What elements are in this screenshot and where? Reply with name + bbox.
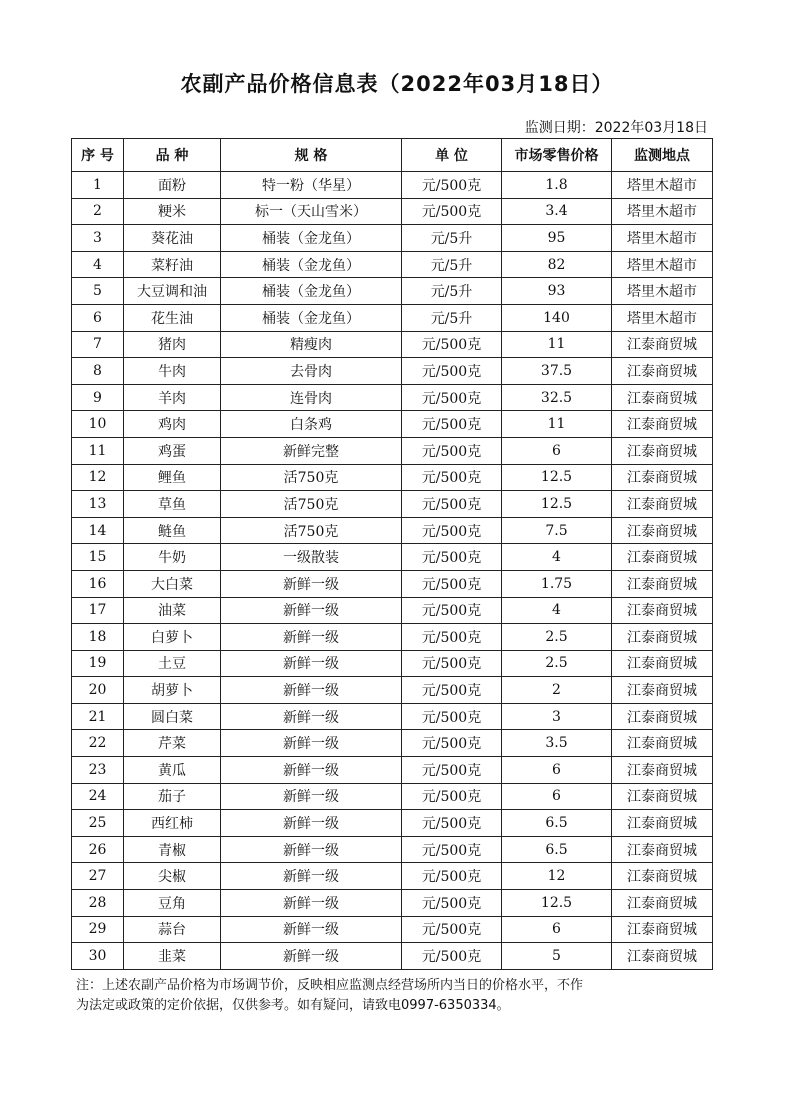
cell-location: 江泰商贸城	[612, 703, 713, 730]
cell-spec: 新鲜一级	[221, 836, 402, 863]
cell-item: 白萝卜	[124, 624, 221, 651]
cell-index: 20	[72, 677, 124, 704]
cell-spec: 桶装（金龙鱼）	[221, 225, 402, 252]
cell-index: 10	[72, 411, 124, 438]
cell-price: 82	[502, 251, 612, 278]
cell-location: 塔里木超市	[612, 251, 713, 278]
cell-location: 塔里木超市	[612, 278, 713, 305]
cell-spec: 新鲜一级	[221, 703, 402, 730]
document-title: 农副产品价格信息表（2022年03月18日）	[180, 72, 614, 96]
cell-location: 江泰商贸城	[612, 384, 713, 411]
cell-spec: 桶装（金龙鱼）	[221, 278, 402, 305]
cell-price: 11	[502, 411, 612, 438]
cell-unit: 元/500克	[402, 597, 502, 624]
cell-location: 江泰商贸城	[612, 836, 713, 863]
header-location: 监测地点	[612, 139, 713, 172]
cell-location: 塔里木超市	[612, 198, 713, 225]
cell-index: 7	[72, 331, 124, 358]
cell-spec: 活750克	[221, 517, 402, 544]
cell-unit: 元/500克	[402, 517, 502, 544]
cell-index: 25	[72, 810, 124, 837]
table-row	[72, 464, 713, 491]
cell-unit: 元/500克	[402, 544, 502, 571]
cell-index: 5	[72, 278, 124, 305]
cell-item: 鲢鱼	[124, 517, 221, 544]
cell-price: 1.75	[502, 570, 612, 597]
cell-spec: 新鲜一级	[221, 570, 402, 597]
table-row	[72, 757, 713, 784]
cell-location: 江泰商贸城	[612, 916, 713, 943]
cell-location: 江泰商贸城	[612, 411, 713, 438]
cell-index: 16	[72, 570, 124, 597]
cell-item: 葵花油	[124, 225, 221, 252]
cell-unit: 元/500克	[402, 198, 502, 225]
cell-item: 圆白菜	[124, 703, 221, 730]
cell-spec: 连骨肉	[221, 384, 402, 411]
cell-spec: 特一粉（华星）	[221, 172, 402, 199]
cell-index: 18	[72, 624, 124, 651]
cell-price: 4	[502, 544, 612, 571]
cell-price: 6	[502, 916, 612, 943]
table-row	[72, 225, 713, 252]
cell-price: 2	[502, 677, 612, 704]
cell-unit: 元/500克	[402, 890, 502, 917]
table-row	[72, 863, 713, 890]
cell-unit: 元/500克	[402, 783, 502, 810]
cell-location: 江泰商贸城	[612, 943, 713, 970]
cell-unit: 元/500克	[402, 650, 502, 677]
cell-spec: 标一（天山雪米）	[221, 198, 402, 225]
header-item: 品 种	[124, 139, 221, 172]
cell-location: 江泰商贸城	[612, 517, 713, 544]
cell-location: 江泰商贸城	[612, 863, 713, 890]
cell-index: 24	[72, 783, 124, 810]
cell-unit: 元/500克	[402, 677, 502, 704]
cell-price: 7.5	[502, 517, 612, 544]
cell-item: 花生油	[124, 304, 221, 331]
cell-index: 22	[72, 730, 124, 757]
table-row	[72, 597, 713, 624]
cell-index: 1	[72, 172, 124, 199]
cell-item: 草鱼	[124, 491, 221, 518]
cell-item: 大豆调和油	[124, 278, 221, 305]
table-row	[72, 491, 713, 518]
cell-unit: 元/5升	[402, 251, 502, 278]
cell-item: 面粉	[124, 172, 221, 199]
cell-item: 茄子	[124, 783, 221, 810]
header-price: 市场零售价格	[502, 139, 612, 172]
cell-spec: 新鲜一级	[221, 916, 402, 943]
cell-index: 26	[72, 836, 124, 863]
cell-unit: 元/500克	[402, 916, 502, 943]
table-row	[72, 570, 713, 597]
cell-location: 江泰商贸城	[612, 730, 713, 757]
cell-location: 塔里木超市	[612, 304, 713, 331]
cell-item: 鸡肉	[124, 411, 221, 438]
cell-price: 11	[502, 331, 612, 358]
cell-unit: 元/500克	[402, 730, 502, 757]
cell-item: 鸡蛋	[124, 437, 221, 464]
cell-index: 6	[72, 304, 124, 331]
cell-spec: 活750克	[221, 464, 402, 491]
cell-index: 15	[72, 544, 124, 571]
cell-unit: 元/500克	[402, 437, 502, 464]
table-row	[72, 810, 713, 837]
table-row	[72, 304, 713, 331]
cell-item: 尖椒	[124, 863, 221, 890]
cell-index: 11	[72, 437, 124, 464]
table-row	[72, 677, 713, 704]
cell-index: 30	[72, 943, 124, 970]
cell-unit: 元/500克	[402, 703, 502, 730]
cell-location: 江泰商贸城	[612, 650, 713, 677]
cell-spec: 新鲜一级	[221, 890, 402, 917]
cell-price: 6	[502, 783, 612, 810]
table-row	[72, 331, 713, 358]
cell-price: 6.5	[502, 836, 612, 863]
cell-index: 3	[72, 225, 124, 252]
footnote-line-1: 注：上述农副产品价格为市场调节价，反映相应监测点经营场所内当日的价格水平，不作	[76, 978, 584, 993]
table-row	[72, 358, 713, 385]
monitoring-date: 监测日期：2022年03月18日	[524, 120, 708, 136]
cell-unit: 元/500克	[402, 757, 502, 784]
cell-price: 6	[502, 757, 612, 784]
cell-price: 93	[502, 278, 612, 305]
cell-item: 牛肉	[124, 358, 221, 385]
cell-spec: 去骨肉	[221, 358, 402, 385]
cell-location: 江泰商贸城	[612, 331, 713, 358]
header-index: 序 号	[72, 139, 124, 172]
cell-location: 江泰商贸城	[612, 624, 713, 651]
cell-unit: 元/500克	[402, 331, 502, 358]
cell-index: 14	[72, 517, 124, 544]
cell-price: 37.5	[502, 358, 612, 385]
cell-unit: 元/500克	[402, 411, 502, 438]
table-body	[72, 172, 713, 970]
cell-spec: 新鲜完整	[221, 437, 402, 464]
table-row	[72, 783, 713, 810]
cell-price: 6.5	[502, 810, 612, 837]
cell-item: 粳米	[124, 198, 221, 225]
cell-item: 鲤鱼	[124, 464, 221, 491]
cell-location: 塔里木超市	[612, 225, 713, 252]
cell-spec: 新鲜一级	[221, 783, 402, 810]
cell-unit: 元/500克	[402, 464, 502, 491]
cell-unit: 元/500克	[402, 810, 502, 837]
table-row	[72, 836, 713, 863]
cell-item: 黄瓜	[124, 757, 221, 784]
table-row	[72, 730, 713, 757]
cell-spec: 新鲜一级	[221, 757, 402, 784]
cell-item: 韭菜	[124, 943, 221, 970]
cell-index: 19	[72, 650, 124, 677]
cell-item: 菜籽油	[124, 251, 221, 278]
table-row	[72, 437, 713, 464]
footnote-line-2: 为法定或政策的定价依据，仅供参考。如有疑问，请致电0997-6350334。	[76, 998, 510, 1013]
cell-item: 胡萝卜	[124, 677, 221, 704]
header-unit: 单 位	[402, 139, 502, 172]
cell-unit: 元/5升	[402, 225, 502, 252]
cell-price: 3	[502, 703, 612, 730]
cell-unit: 元/500克	[402, 358, 502, 385]
cell-price: 3.4	[502, 198, 612, 225]
cell-spec: 白条鸡	[221, 411, 402, 438]
footnote	[76, 976, 716, 1016]
cell-location: 江泰商贸城	[612, 757, 713, 784]
cell-location: 江泰商贸城	[612, 437, 713, 464]
cell-unit: 元/500克	[402, 624, 502, 651]
cell-spec: 新鲜一级	[221, 730, 402, 757]
cell-unit: 元/500克	[402, 172, 502, 199]
table-row	[72, 916, 713, 943]
table-row	[72, 703, 713, 730]
table-row	[72, 544, 713, 571]
cell-price: 95	[502, 225, 612, 252]
cell-index: 27	[72, 863, 124, 890]
cell-index: 28	[72, 890, 124, 917]
cell-price: 2.5	[502, 624, 612, 651]
cell-item: 西红柿	[124, 810, 221, 837]
cell-price: 12.5	[502, 464, 612, 491]
price-table	[71, 138, 713, 970]
cell-unit: 元/500克	[402, 491, 502, 518]
table-row	[72, 251, 713, 278]
cell-price: 140	[502, 304, 612, 331]
cell-spec: 桶装（金龙鱼）	[221, 304, 402, 331]
table-row	[72, 517, 713, 544]
cell-unit: 元/5升	[402, 304, 502, 331]
cell-unit: 元/500克	[402, 836, 502, 863]
cell-location: 江泰商贸城	[612, 464, 713, 491]
cell-index: 8	[72, 358, 124, 385]
cell-price: 3.5	[502, 730, 612, 757]
cell-spec: 新鲜一级	[221, 677, 402, 704]
cell-location: 江泰商贸城	[612, 491, 713, 518]
cell-location: 江泰商贸城	[612, 810, 713, 837]
table-row	[72, 943, 713, 970]
table-row	[72, 411, 713, 438]
table-row	[72, 278, 713, 305]
cell-index: 13	[72, 491, 124, 518]
cell-unit: 元/500克	[402, 384, 502, 411]
cell-price: 12.5	[502, 890, 612, 917]
cell-item: 猪肉	[124, 331, 221, 358]
table-row	[72, 198, 713, 225]
table-row	[72, 890, 713, 917]
cell-spec: 活750克	[221, 491, 402, 518]
cell-spec: 新鲜一级	[221, 943, 402, 970]
cell-price: 5	[502, 943, 612, 970]
cell-price: 1.8	[502, 172, 612, 199]
cell-item: 油菜	[124, 597, 221, 624]
cell-spec: 桶装（金龙鱼）	[221, 251, 402, 278]
table-row	[72, 384, 713, 411]
table-row	[72, 172, 713, 199]
cell-location: 江泰商贸城	[612, 783, 713, 810]
cell-location: 江泰商贸城	[612, 358, 713, 385]
table-row	[72, 624, 713, 651]
cell-price: 32.5	[502, 384, 612, 411]
cell-price: 12.5	[502, 491, 612, 518]
cell-spec: 新鲜一级	[221, 650, 402, 677]
cell-spec: 新鲜一级	[221, 810, 402, 837]
cell-item: 大白菜	[124, 570, 221, 597]
cell-spec: 新鲜一级	[221, 624, 402, 651]
cell-item: 羊肉	[124, 384, 221, 411]
cell-spec: 新鲜一级	[221, 597, 402, 624]
cell-unit: 元/500克	[402, 570, 502, 597]
cell-location: 江泰商贸城	[612, 890, 713, 917]
table-header-row	[72, 139, 713, 172]
cell-index: 9	[72, 384, 124, 411]
cell-item: 青椒	[124, 836, 221, 863]
cell-index: 4	[72, 251, 124, 278]
cell-spec: 精瘦肉	[221, 331, 402, 358]
cell-item: 豆角	[124, 890, 221, 917]
cell-unit: 元/500克	[402, 863, 502, 890]
cell-index: 2	[72, 198, 124, 225]
cell-index: 29	[72, 916, 124, 943]
cell-unit: 元/500克	[402, 943, 502, 970]
cell-location: 塔里木超市	[612, 172, 713, 199]
cell-location: 江泰商贸城	[612, 677, 713, 704]
cell-price: 6	[502, 437, 612, 464]
cell-location: 江泰商贸城	[612, 544, 713, 571]
cell-spec: 新鲜一级	[221, 863, 402, 890]
cell-item: 芹菜	[124, 730, 221, 757]
cell-location: 江泰商贸城	[612, 597, 713, 624]
cell-index: 21	[72, 703, 124, 730]
cell-spec: 一级散装	[221, 544, 402, 571]
cell-item: 土豆	[124, 650, 221, 677]
cell-index: 17	[72, 597, 124, 624]
cell-item: 牛奶	[124, 544, 221, 571]
header-spec: 规 格	[221, 139, 402, 172]
cell-price: 12	[502, 863, 612, 890]
cell-item: 蒜台	[124, 916, 221, 943]
cell-index: 12	[72, 464, 124, 491]
cell-unit: 元/5升	[402, 278, 502, 305]
cell-price: 4	[502, 597, 612, 624]
cell-location: 江泰商贸城	[612, 570, 713, 597]
table-row	[72, 650, 713, 677]
cell-price: 2.5	[502, 650, 612, 677]
cell-index: 23	[72, 757, 124, 784]
